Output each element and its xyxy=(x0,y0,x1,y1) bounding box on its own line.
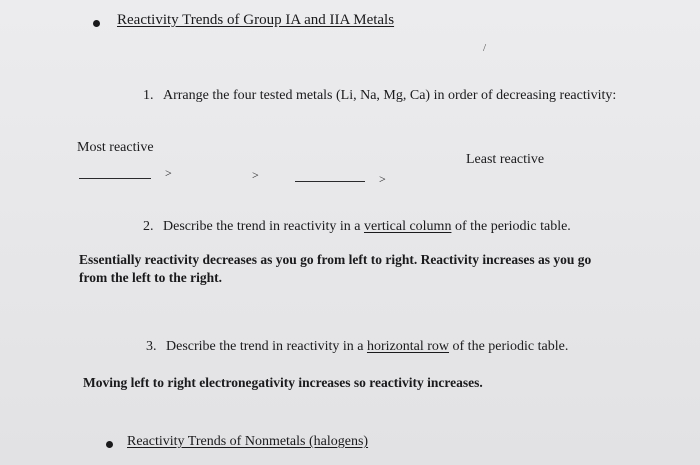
answer-blank-3[interactable] xyxy=(295,181,365,182)
question-1-number: 1. xyxy=(143,88,154,103)
question-2-number: 2. xyxy=(143,219,154,234)
question-3-underlined: horizontal row xyxy=(366,339,450,354)
greater-than-2: > xyxy=(252,168,259,182)
stray-mark: / xyxy=(483,42,487,54)
question-1 xyxy=(143,88,616,104)
question-2 xyxy=(143,219,571,235)
question-2-text-after: of the periodic table. xyxy=(451,219,571,234)
most-reactive-label: Most reactive xyxy=(77,140,154,155)
answer-2-line-1: Essentially reactivity decreases as you go from left to right. Reactivity increases as you go xyxy=(79,252,592,267)
question-1-text: Arrange the four tested metals (Li, Na, Mg, Ca) in order of decreasing reactivity: xyxy=(163,88,617,103)
least-reactive-label: Least reactive xyxy=(466,152,545,167)
answer-2-line-2: from the left to the right. xyxy=(79,270,222,285)
question-2-underlined: vertical column xyxy=(363,219,452,234)
question-2-text-before: Describe the trend in reactivity in a xyxy=(163,219,364,234)
greater-than-1: > xyxy=(165,166,172,180)
answer-3: Moving left to right electronegativity increases so reactivity increases. xyxy=(83,375,483,390)
question-3-text-after: of the periodic table. xyxy=(449,339,569,354)
question-3-number: 3. xyxy=(146,339,157,354)
bullet-icon xyxy=(93,20,100,27)
greater-than-3: > xyxy=(379,172,386,186)
question-3 xyxy=(146,339,568,355)
bullet-icon xyxy=(106,441,113,448)
answer-blank-2[interactable] xyxy=(180,178,240,179)
answer-blank-1[interactable] xyxy=(79,178,151,179)
section-heading-metals: Reactivity Trends of Group IA and IIA Metals xyxy=(117,12,395,28)
question-3-text-before: Describe the trend in reactivity in a xyxy=(166,339,367,354)
section-heading-halogens: Reactivity Trends of Nonmetals (halogens) xyxy=(127,434,369,449)
